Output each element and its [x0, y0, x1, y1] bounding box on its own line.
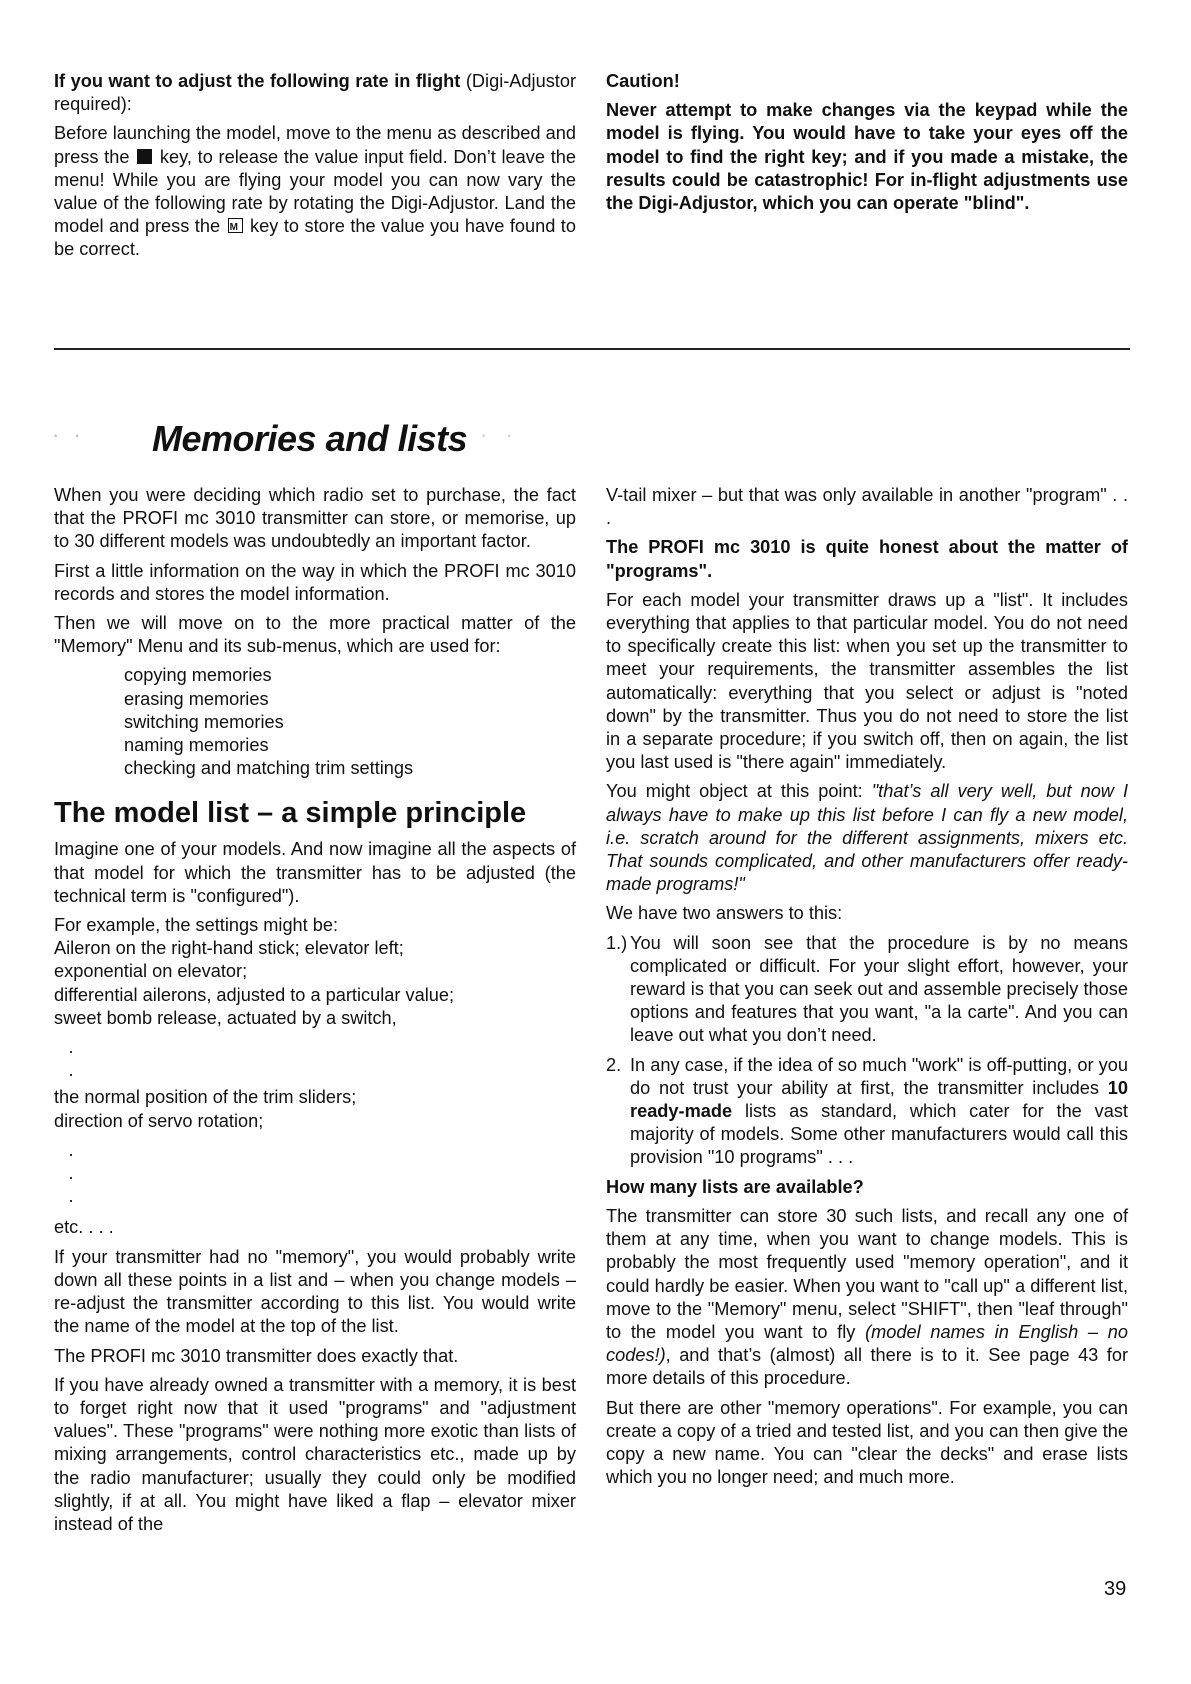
list-item: Aileron on the right-hand stick; elevator left;: [54, 938, 404, 959]
store-paragraph: The transmitter can store 30 such lists, and recall any one of them at any time, when you want to change models. This is probably the most frequently used "memory operation", and it could hardly be easier. When you want to "call up" a different list, move to the "Memory" menu, select "SHIFT", then "leaf through" to the model you want to fly (model names in English – no codes!), and that’s (almost) all there is to it. See page 43 for more details of this procedure.: [606, 1205, 1128, 1389]
list-item: exponential on elevator;: [54, 961, 248, 982]
info-paragraph: First a little information on the way in which the PROFI mc 3010 records and stores the model information.: [54, 560, 576, 604]
how-many-heading: How many lists are available?: [606, 1176, 864, 1197]
inflight-paragraph: Before launching the model, move to the menu as described and press the key, to release the value input field. Don’t leave the menu! While you are flying your model you can now vary the value of the following rate by rotating the Digi-Adjustor. Land the model and press the M key to store the value you have found to be correct.: [54, 122, 576, 261]
top-left-block: [54, 70, 576, 268]
section-divider: [54, 348, 1130, 350]
list-item: copying memories: [124, 665, 272, 686]
answers-lead: We have two answers to this:: [606, 903, 843, 924]
inflight-heading-rest: (Digi-Adjustor required):: [54, 71, 577, 115]
section-title: Memories and lists: [152, 418, 468, 459]
list-item: sweet bomb release, actuated by a switch,: [54, 1007, 397, 1028]
ellipsis-dot: ·: [68, 1190, 75, 1211]
example-lead: For example, the settings might be:: [54, 915, 339, 936]
ellipsis-dot: ·: [68, 1167, 75, 1188]
heading-decoration-left: · ·: [52, 422, 85, 447]
objection-paragraph: You might object at this point: "that’s all very well, but now I always have to make up this list before I can fly a new model, i.e. scratch around for the different assignments, mixers etc. That sounds complicated, and other manufacturers offer ready-made programs!": [606, 781, 1129, 895]
caution-title: Caution!: [606, 71, 680, 91]
etc-text: etc. . . .: [54, 1217, 114, 1238]
settings-list-a: [54, 937, 576, 1030]
honest-heading: The PROFI mc 3010 is quite honest about the matter of "programs".: [606, 537, 1128, 581]
page-number: 39: [1104, 1578, 1127, 1600]
left-column: [54, 484, 576, 1542]
memory-key-icon: [228, 218, 243, 233]
list-paragraph: For each model your transmitter draws up a "list". It includes everything that applies to that particular model. You do not need to specifically create this list: when you set up the transmitter to meet your requirements, the transmitter assembles the list automatically: everything that you select or adjust is "noted down" by the transmitter. Thus you do not need to store the list in a separate procedure; if you switch off, then on again, the list you last used is "there again" immediately.: [606, 589, 1128, 773]
programs-paragraph: If you have already owned a transmitter with a memory, it is best to forget right now that it used "programs" and "adjustment values". These "programs" were nothing more exotic than lists of mixing arrangements, control characteristics etc., made up by the radio manufacturer; usually they could only be modified slightly, if at all. You might have liked a flap – elevator mixer instead of the: [54, 1374, 576, 1534]
ellipsis-dot: ·: [68, 1064, 75, 1085]
imagine-paragraph: Imagine one of your models. And now imagine all the aspects of that model for which the transmitter has to be adjusted (the technical term is "configured").: [54, 839, 576, 906]
list-item: erasing memories: [124, 688, 269, 709]
list-item: differential ailerons, adjusted to a particular value;: [54, 984, 455, 1005]
answer-item-2: 2. In any case, if the idea of so much "work" is off-putting, or you do not trust your ability at first, the transmitter includes 10 ready-made lists as standard, which cater for the vast majority of models. Some other manufacturers would call this provision "10 programs" . . .: [606, 1054, 1128, 1168]
intro-paragraph: When you were deciding which radio set to purchase, the fact that the PROFI mc 3010 transmitter can store, or memorise, up to 30 different models was undoubtedly an important factor.: [54, 485, 576, 552]
ellipsis-dot: ·: [68, 1041, 75, 1062]
list-item: switching memories: [124, 711, 284, 732]
answer-item-1: 1.) You will soon see that the procedure is by no means complicated or difficult. For your slight effort, however, your reward is that you can seek out and assemble precisely those options and features that you want, "a la carte". And you can leave out what you don’t need.: [606, 932, 1128, 1046]
menu-paragraph: Then we will move on to the more practical matter of the "Memory" Menu and its sub-menus, which are used for:: [54, 613, 576, 657]
right-column: [606, 484, 1128, 1495]
enter-key-icon: [137, 149, 152, 164]
vtail-paragraph: V-tail mixer – but that was only available in another "program" . . .: [606, 485, 1128, 529]
list-item: naming memories: [124, 735, 269, 756]
exactly-that-paragraph: The PROFI mc 3010 transmitter does exactly that.: [54, 1345, 459, 1366]
model-list-subheading: The model list – a simple principle: [54, 797, 527, 830]
heading-decoration-right: · ·: [480, 422, 519, 447]
list-item: direction of servo rotation;: [54, 1110, 264, 1131]
no-memory-paragraph: If your transmitter had no "memory", you would probably write down all these points in a list and – when you change models – re-adjust the transmitter according to this list. You would write the name of the model at the top of the list.: [54, 1246, 576, 1337]
operations-paragraph: But there are other "memory operations". For example, you can create a copy of a tried and tested list, and you can then give the copy a new name. You can "clear the decks" and erase lists which you no longer need; and much more.: [606, 1397, 1128, 1488]
caution-text: Never attempt to make changes via the keypad while the model is flying. You would have to take your eyes off the model to find the right key; and if you made a mistake, the results could be catastrophic! For in-flight adjustments use the Digi-Adjustor, which you can operate "blind".: [606, 100, 1128, 214]
ellipsis-dot: ·: [68, 1143, 75, 1164]
list-item: checking and matching trim settings: [124, 758, 414, 779]
caution-block: [606, 70, 1128, 221]
inflight-heading: If you want to adjust the following rate in flight: [54, 71, 461, 91]
settings-list-b: [54, 1086, 576, 1132]
uses-list: [54, 664, 576, 780]
list-item: the normal position of the trim sliders;: [54, 1087, 357, 1108]
